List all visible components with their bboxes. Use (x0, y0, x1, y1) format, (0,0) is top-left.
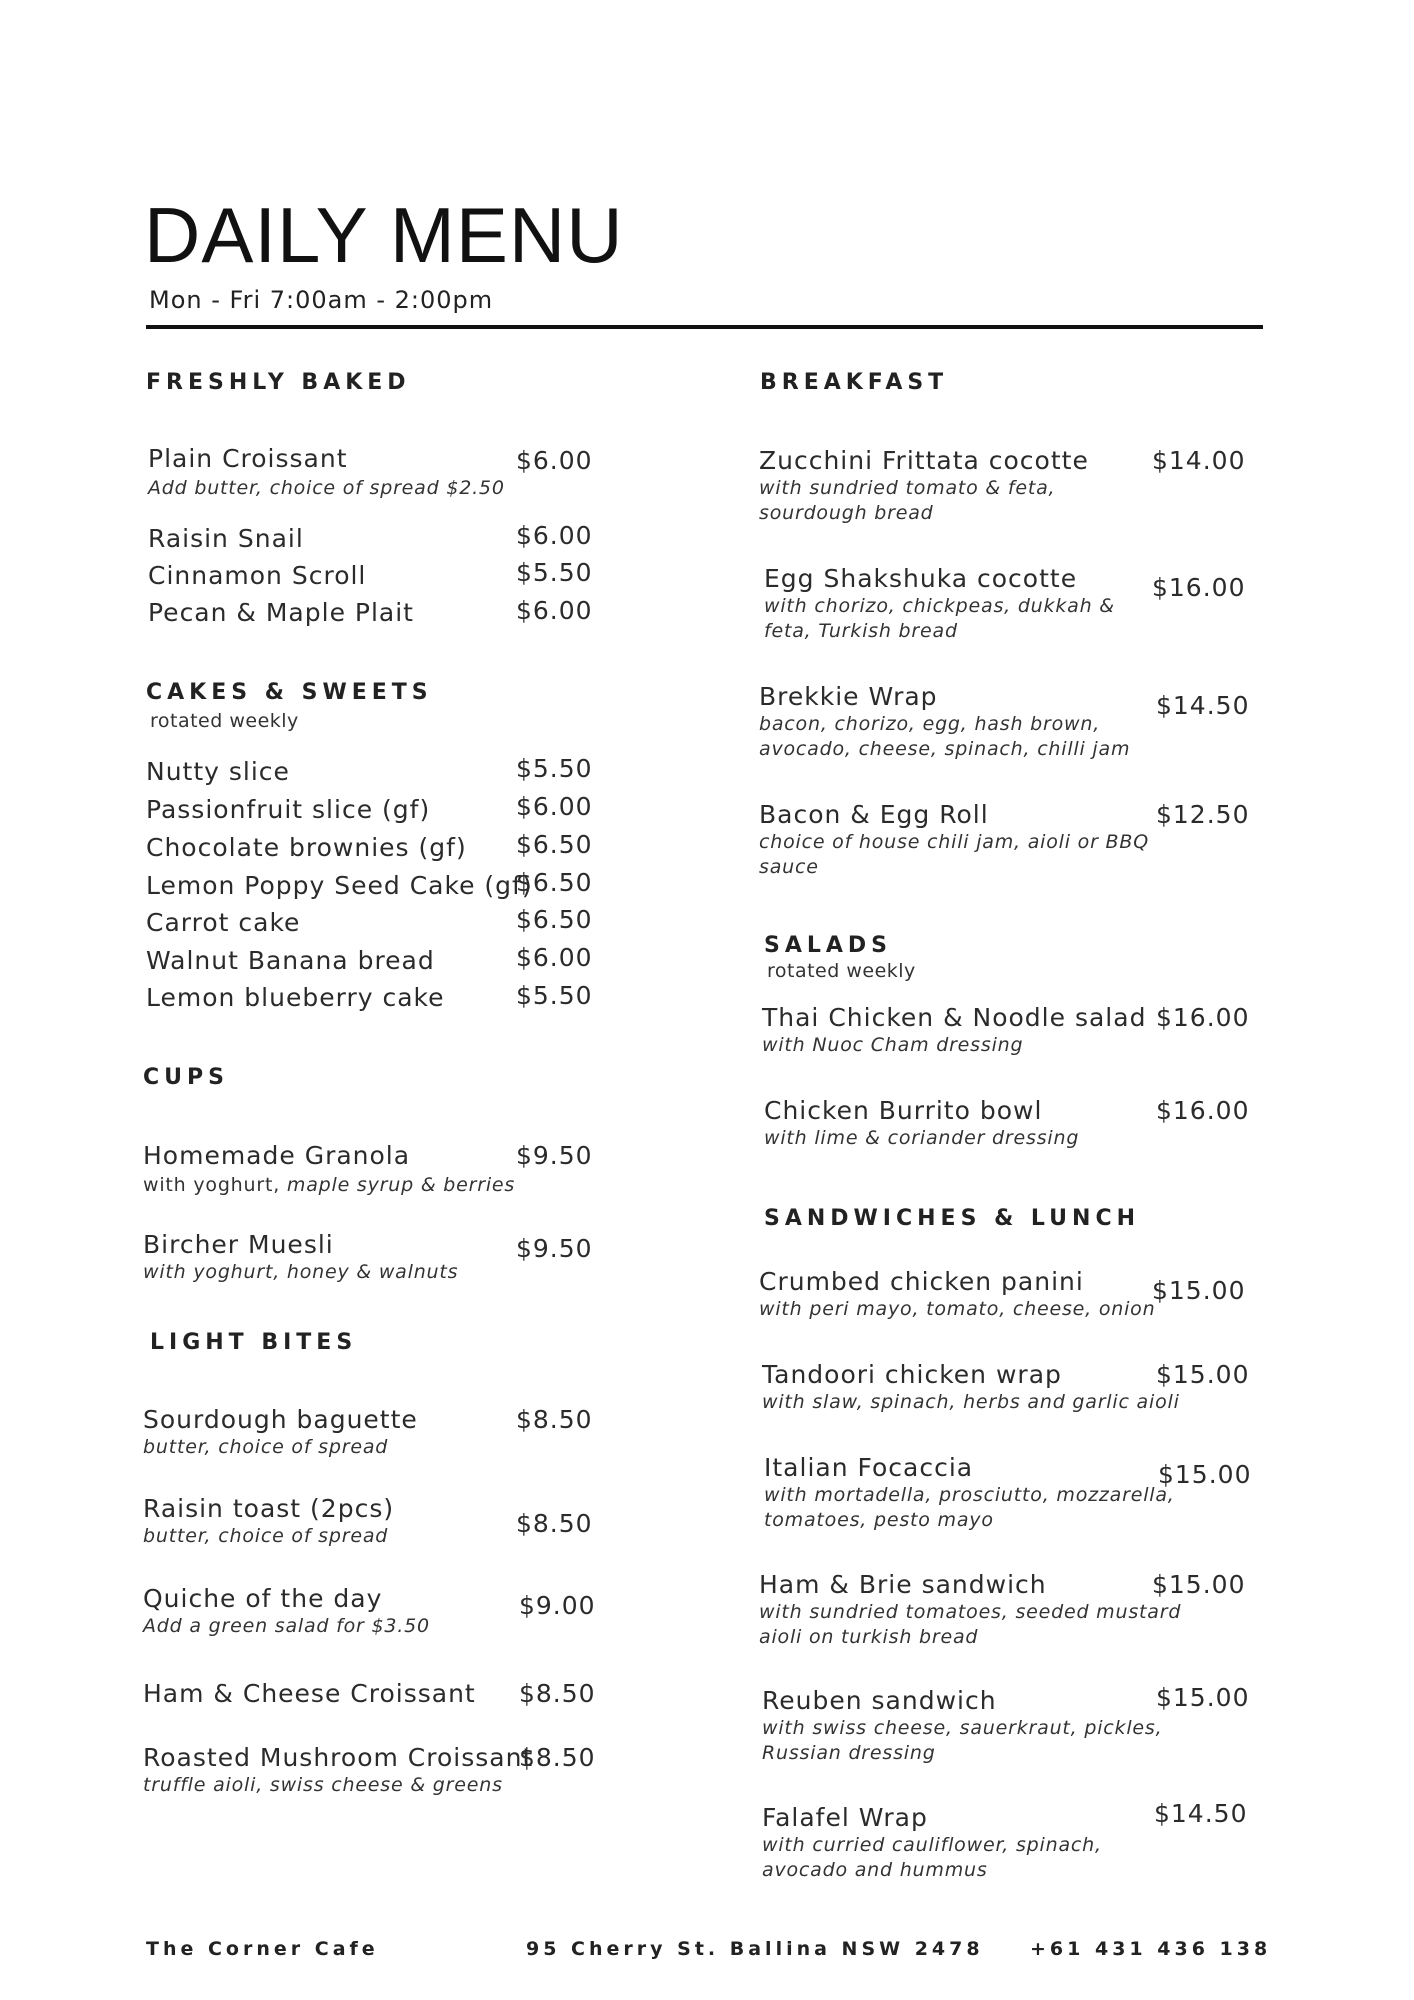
item-description: butter, choice of spread (143, 1436, 389, 1458)
item-description: with lime & coriander dressing (764, 1127, 1080, 1149)
menu-item (759, 446, 1089, 526)
item-name: Carrot cake (146, 908, 301, 937)
item-name: Bacon & Egg Roll (759, 800, 989, 829)
section-heading-light-bites: LIGHT BITES (150, 1330, 358, 1355)
menu-item (759, 1267, 1155, 1322)
item-description: with swiss cheese, sauerkraut, pickles, (762, 1717, 1163, 1739)
item-price: $5.50 (516, 754, 593, 783)
menu-item (764, 564, 1115, 644)
menu-item (148, 598, 414, 628)
item-price: $9.50 (516, 1141, 593, 1170)
item-description: avocado and hummus (762, 1859, 988, 1881)
item-description: choice of house chili jam, aioli or BBQ (759, 831, 1149, 853)
item-name: Homemade Granola (143, 1141, 411, 1170)
item-description: bacon, chorizo, egg, hash brown, (759, 713, 1101, 735)
item-price: $6.50 (516, 868, 593, 897)
footer-phone: +61 431 436 138 (1030, 1938, 1272, 1960)
item-description: sourdough bread (759, 502, 934, 524)
item-description: Russian dressing (762, 1742, 936, 1764)
section-heading-freshly-baked: FRESHLY BAKED (146, 370, 411, 395)
item-name: Nutty slice (146, 757, 290, 786)
item-name: Cinnamon Scroll (148, 561, 367, 590)
item-price: $12.50 (1156, 800, 1250, 829)
item-name: Quiche of the day (143, 1584, 383, 1613)
item-price: $6.00 (516, 943, 593, 972)
item-description: Add a green salad for $3.50 (143, 1615, 430, 1637)
footer-cafe-name: The Corner Cafe (146, 1938, 379, 1960)
item-name: Raisin toast (2pcs) (143, 1494, 395, 1523)
item-price: $16.00 (1156, 1003, 1250, 1032)
section-subtitle: rotated weekly (767, 960, 916, 982)
item-price: $14.50 (1154, 1799, 1248, 1828)
item-price: $5.50 (516, 981, 593, 1010)
item-description: with peri mayo, tomato, cheese, onion (759, 1298, 1156, 1320)
item-price: $8.50 (519, 1679, 596, 1708)
item-price: $5.50 (516, 558, 593, 587)
item-name: Walnut Banana bread (146, 946, 435, 975)
item-description: with mortadella, prosciutto, mozzarella, (764, 1484, 1175, 1506)
menu-item (146, 946, 435, 976)
item-name: Crumbed chicken panini (759, 1267, 1084, 1296)
item-name: Passionfruit slice (gf) (146, 795, 431, 824)
item-name: Plain Croissant (148, 444, 348, 473)
item-description: with chorizo, chickpeas, dukkah & (764, 595, 1115, 617)
item-description: with yoghurt, maple syrup & berries (143, 1174, 516, 1196)
item-price: $9.00 (519, 1591, 596, 1620)
item-name: Raisin Snail (148, 524, 304, 553)
menu-item (146, 871, 533, 901)
item-price: $9.50 (516, 1234, 593, 1263)
menu-item (143, 1679, 476, 1709)
item-description: with Nuoc Cham dressing (762, 1034, 1024, 1056)
item-name: Ham & Cheese Croissant (143, 1679, 476, 1708)
item-price: $15.00 (1158, 1460, 1252, 1489)
menu-item (762, 1360, 1180, 1415)
item-name: Lemon blueberry cake (146, 983, 445, 1012)
item-name: Brekkie Wrap (759, 682, 938, 711)
menu-item (146, 833, 467, 863)
item-price: $6.50 (516, 830, 593, 859)
item-name: Falafel Wrap (762, 1803, 928, 1832)
item-price: $6.00 (516, 792, 593, 821)
item-description: Add butter, choice of spread $2.50 (148, 477, 505, 499)
item-description: with sundried tomatoes, seeded mustard (759, 1601, 1182, 1623)
item-price: $6.00 (516, 596, 593, 625)
menu-item (146, 757, 290, 787)
item-name: Pecan & Maple Plait (148, 598, 414, 627)
item-price: $16.00 (1152, 573, 1246, 602)
item-name: Sourdough baguette (143, 1405, 418, 1434)
item-price: $15.00 (1152, 1276, 1246, 1305)
header-divider (146, 325, 1263, 329)
menu-item (146, 908, 300, 938)
item-description: with slaw, spinach, herbs and garlic aioli (762, 1391, 1180, 1413)
item-price: $15.00 (1152, 1570, 1246, 1599)
item-price: $15.00 (1156, 1683, 1250, 1712)
menu-item (764, 1096, 1079, 1151)
item-description: sauce (759, 856, 819, 878)
section-heading-breakfast: BREAKFAST (760, 370, 949, 395)
item-name: Ham & Brie sandwich (759, 1570, 1047, 1599)
item-name: Roasted Mushroom Croissant (143, 1743, 534, 1772)
item-price: $8.50 (516, 1405, 593, 1434)
menu-item (143, 1230, 458, 1285)
menu-item (764, 1453, 1175, 1533)
item-price: $8.50 (516, 1509, 593, 1538)
menu-item (762, 1686, 1162, 1766)
menu-item (762, 1003, 1146, 1058)
item-name: Egg Shakshuka cocotte (764, 564, 1078, 593)
opening-hours: Mon - Fri 7:00am - 2:00pm (149, 286, 494, 314)
item-description: with sundried tomato & feta, (759, 477, 1056, 499)
menu-item (759, 1570, 1181, 1650)
menu-item (146, 983, 445, 1013)
menu-item (759, 682, 1130, 762)
item-description: tomatoes, pesto mayo (764, 1509, 994, 1531)
item-description: butter, choice of spread (143, 1525, 389, 1547)
menu-item (759, 800, 1149, 880)
item-price: $14.00 (1152, 446, 1246, 475)
item-name: Italian Focaccia (764, 1453, 974, 1482)
item-name: Thai Chicken & Noodle salad (762, 1003, 1147, 1032)
item-description: with yoghurt, honey & walnuts (143, 1261, 459, 1283)
item-name: Bircher Muesli (143, 1230, 334, 1259)
menu-item (762, 1803, 1102, 1883)
menu-item (146, 795, 430, 825)
menu-item (143, 1584, 430, 1639)
item-price: $14.50 (1156, 691, 1250, 720)
section-heading-sandwiches-lunch: SANDWICHES & LUNCH (764, 1206, 1140, 1231)
menu-item (148, 444, 505, 501)
item-description: avocado, cheese, spinach, chilli jam (759, 738, 1131, 760)
item-price: $16.00 (1156, 1096, 1250, 1125)
menu-item (148, 561, 366, 591)
item-price: $6.50 (516, 905, 593, 934)
menu-title: DAILY MENU (144, 191, 624, 279)
section-heading-cups: CUPS (143, 1065, 229, 1090)
item-name: Chocolate brownies (gf) (146, 833, 467, 862)
item-price: $6.00 (516, 446, 593, 475)
footer-address: 95 Cherry St. Ballina NSW 2478 (526, 1938, 984, 1960)
item-description: aioli on turkish bread (759, 1626, 979, 1648)
section-heading-salads: SALADS (764, 933, 893, 958)
menu-item (143, 1141, 515, 1198)
item-description: truffle aioli, swiss cheese & greens (143, 1774, 503, 1796)
section-heading-cakes-sweets: CAKES & SWEETS (146, 680, 433, 705)
item-name: Zucchini Frittata cocotte (759, 446, 1089, 475)
item-price: $15.00 (1156, 1360, 1250, 1389)
item-name: Lemon Poppy Seed Cake (gf) (146, 871, 533, 900)
section-subtitle: rotated weekly (150, 710, 299, 732)
item-name: Tandoori chicken wrap (762, 1360, 1062, 1389)
menu-item (143, 1405, 418, 1460)
item-price: $6.00 (516, 521, 593, 550)
item-name: Reuben sandwich (762, 1686, 997, 1715)
menu-item (143, 1743, 533, 1798)
menu-item (143, 1494, 394, 1549)
item-price: $8.50 (519, 1743, 596, 1772)
menu-item (148, 524, 304, 554)
item-description: with curried cauliflower, spinach, (762, 1834, 1102, 1856)
item-name: Chicken Burrito bowl (764, 1096, 1043, 1125)
item-description: feta, Turkish bread (764, 620, 958, 642)
